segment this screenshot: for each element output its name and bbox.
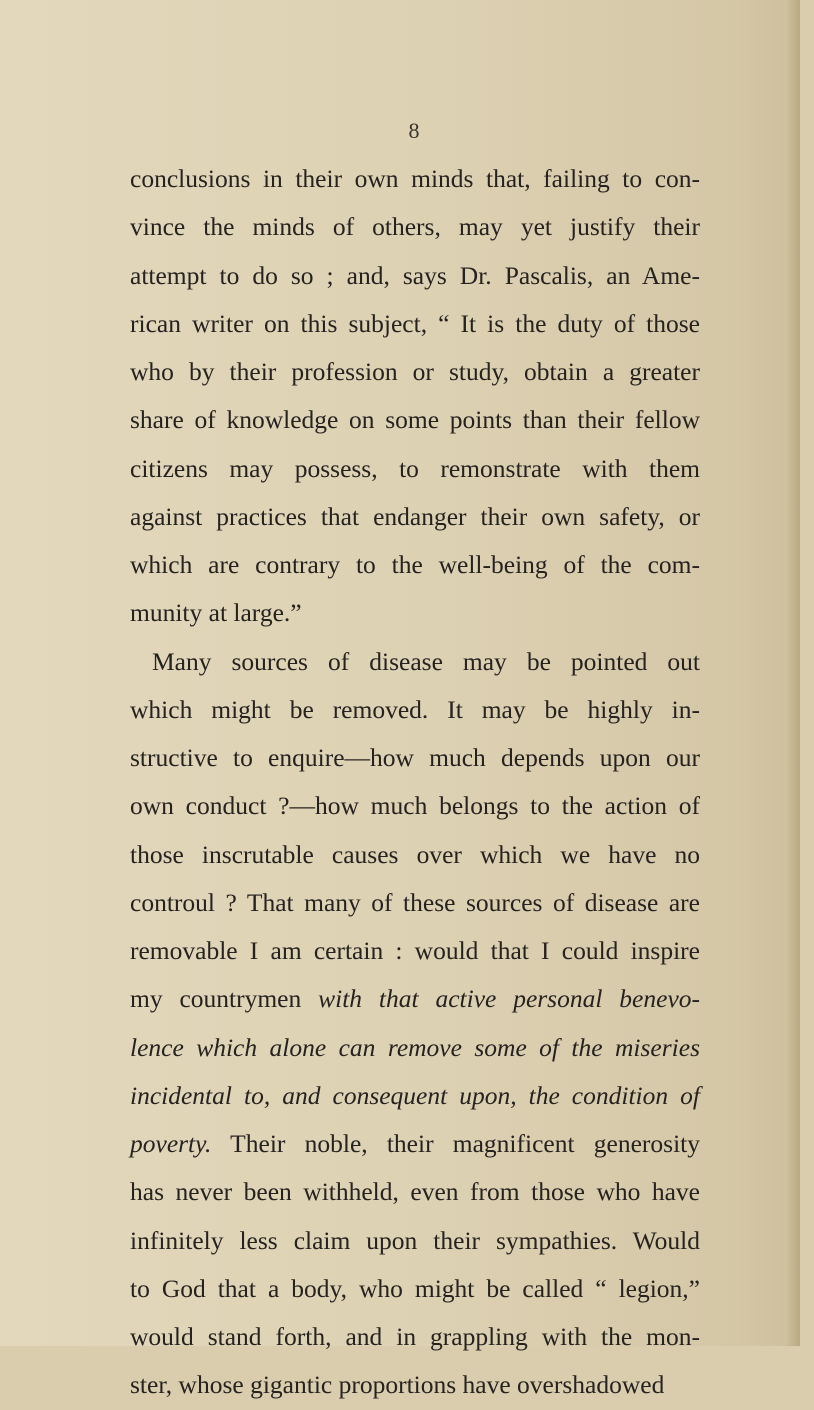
text-segment: removable I am certain : would that I could inspire bbox=[130, 936, 700, 965]
text-line bbox=[130, 541, 700, 589]
text-segment: vince the minds of others, may yet justify their bbox=[130, 212, 700, 242]
text-segment: to God that a body, who might be called “ legion,” bbox=[130, 1273, 700, 1303]
italic-text: lence which alone can remove some of the miseries bbox=[130, 1032, 700, 1062]
text-line bbox=[130, 686, 700, 734]
text-segment: munity at large.” bbox=[130, 598, 302, 628]
italic-text: with that active personal benevo- bbox=[318, 984, 701, 1014]
text-line bbox=[130, 203, 700, 251]
text-line bbox=[130, 300, 700, 348]
text-line bbox=[130, 1313, 700, 1361]
text-segment: own conduct ?—how much belongs to the action of bbox=[130, 791, 700, 821]
text-line bbox=[130, 975, 700, 1023]
italic-text: poverty. bbox=[130, 1129, 212, 1158]
body-text bbox=[130, 155, 700, 1410]
text-line bbox=[130, 1120, 700, 1168]
text-segment: citizens may possess, to remonstrate with them bbox=[130, 453, 700, 483]
text-line bbox=[130, 1361, 700, 1409]
text-segment: infinitely less claim upon their sympathies. Would bbox=[130, 1225, 700, 1255]
text-line bbox=[130, 396, 700, 444]
text-line bbox=[130, 1072, 700, 1120]
text-line bbox=[130, 927, 700, 975]
text-line bbox=[130, 638, 700, 686]
text-line bbox=[130, 782, 700, 830]
text-segment: my countrymen bbox=[130, 984, 319, 1014]
text-segment: conclusions in their own minds that, failing to con- bbox=[130, 164, 700, 193]
text-line bbox=[130, 348, 700, 396]
text-segment: attempt to do so ; and, says Dr. Pascalis, an Ame- bbox=[130, 260, 700, 290]
text-line bbox=[130, 1024, 700, 1072]
text-segment: who by their profession or study, obtain a greater bbox=[130, 357, 700, 386]
text-segment: which might be removed. It may be highly in- bbox=[130, 694, 700, 724]
italic-text: incidental to, and consequent upon, the condition of bbox=[130, 1080, 700, 1110]
page-number: 8 bbox=[408, 118, 420, 143]
text-line bbox=[130, 252, 700, 300]
page-edge-shadow bbox=[786, 0, 800, 1346]
text-line bbox=[130, 493, 700, 541]
text-line bbox=[130, 1168, 700, 1216]
text-line bbox=[130, 445, 700, 493]
text-segment: ster, whose gigantic proportions have overshadowed bbox=[130, 1370, 665, 1400]
text-segment: would stand forth, and in grappling with the mon- bbox=[130, 1322, 700, 1351]
text-segment: rican writer on this subject, “ It is the duty of those bbox=[130, 308, 700, 338]
text-segment: those inscrutable causes over which we have no bbox=[130, 839, 700, 869]
text-segment: Their noble, their magnificent generosity bbox=[211, 1129, 700, 1158]
text-line bbox=[130, 155, 700, 203]
text-line bbox=[130, 589, 700, 637]
text-segment: share of knowledge on some points than their fellow bbox=[130, 405, 700, 435]
text-line bbox=[130, 1265, 700, 1313]
text-segment: which are contrary to the well-being of the com- bbox=[130, 550, 700, 579]
text-line bbox=[130, 1217, 700, 1265]
text-segment: Many sources of disease may be pointed out bbox=[152, 646, 700, 676]
text-line bbox=[130, 879, 700, 927]
text-segment: structive to enquire—how much depends upon our bbox=[130, 743, 700, 772]
text-line bbox=[130, 734, 700, 782]
text-line bbox=[130, 831, 700, 879]
text-segment: against practices that endanger their own safety, or bbox=[130, 501, 700, 531]
text-segment: has never been withheld, even from those who have bbox=[130, 1177, 700, 1207]
text-segment: controul ? That many of these sources of disease are bbox=[130, 887, 700, 917]
